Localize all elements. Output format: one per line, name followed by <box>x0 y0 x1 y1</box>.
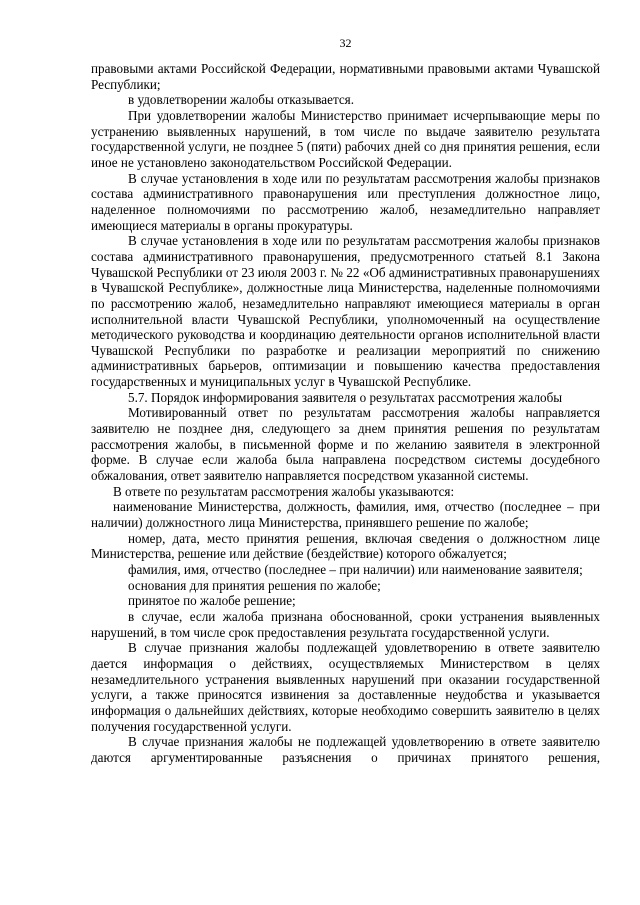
paragraph-prosecution-referral: В случае установления в ходе или по результатам рассмотрения жалобы признаков состава административного правонарушения или преступления должностное лицо, наделенное полномочиями по рассмотрению жалоб, незамедлительно направляет имеющиеся материалы в органы прокуратуры. <box>91 170 600 233</box>
list-item-applicant-name: фамилия, имя, отчество (последнее – при наличии) или наименование заявителя; <box>128 562 583 577</box>
paragraph-satisfied-response-info: В случае признания жалобы подлежащей удовлетворению в ответе заявителю дается информация о действиях, осуществляемых Министерством в целях незамедлительного устранения выявленных нарушений при оказании государственной услуги, а также приносятся извинения за доставленные неудобства и указывается информация о дальнейших действиях, которые необходимо совершить заявителю в целях получения государственной услуги. <box>91 640 600 734</box>
list-item-decision-grounds: основания для принятия решения по жалобе; <box>128 577 381 593</box>
paragraph-response-contents-intro: В ответе по результатам рассмотрения жалобы указываются: <box>113 483 455 499</box>
paragraph-unsatisfied-response-info: В случае признания жалобы не подлежащей удовлетворению в ответе заявителю даются аргументированные разъяснения о причинах принятого решения, <box>91 734 600 765</box>
paragraph-reasoned-response: Мотивированный ответ по результатам рассмотрения жалобы направляется заявителю не позднее дня, следующего за днем принятия решения по результатам рассмотрения жалобы, в письменной форме и по желанию заявителя в электронной форме. В случае если жалоба была направлена посредством системы досудебного обжалования, ответ заявителю направляется посредством указанной системы. <box>91 405 600 484</box>
paragraph-article-8-1-referral: В случае установления в ходе или по результатам рассмотрения жалобы признаков состава административного правонарушения, предусмотренного статьей 8.1 Закона Чувашской Республики от 23 июля 2003 г. № 22 «Об административных правонарушениях в Чувашской Республике», должностные лица Министерства, наделенные полномочиями по рассмотрению жалоб, незамедлительно направляют имеющиеся материалы в орган исполнительной власти Чувашской Республики, уполномоченный на осуществление методического руководства и координацию деятельности органов исполнительной власти Чувашской Республики по разработке и реализации мероприятий по снижению административных барьеров, оптимизации и повышению качества предоставления государственных и муниципальных услуг в Чувашской Республике. <box>91 233 600 390</box>
paragraph-complaint-rejected: в удовлетворении жалобы отказывается. <box>128 92 355 108</box>
list-item-ministry-official: наименование Министерства, должность, фамилия, имя, отчество (последнее – при наличии) должностного лица Министерства, принявшего решение по жалобе; <box>91 499 600 531</box>
list-item-elimination-deadlines: в случае, если жалоба признана обоснованной, сроки устранения выявленных нарушений, в том числе срок предоставления результата государственной услуги. <box>91 608 600 640</box>
paragraph-complaint-satisfied-measures: При удовлетворении жалобы Министерство принимает исчерпывающие меры по устранению выявленных нарушений, в том числе по выдаче заявителю результата государственной услуги, не позднее 5 (пяти) рабочих дней со дня принятия решения, если иное не установлено законодательством Российской Федерации. <box>91 107 600 170</box>
page-number: 32 <box>339 36 352 50</box>
list-item-decision-taken: принятое по жалобе решение; <box>128 593 296 609</box>
list-item-decision-details: номер, дата, место принятия решения, включая сведения о должностном лице Министерства, решение или действие (бездействие) которого обжалуется; <box>91 530 600 562</box>
section-heading-5-7: 5.7. Порядок информирования заявителя о результатах рассмотрения жалобы <box>128 389 563 405</box>
paragraph-legal-acts-continuation: правовыми актами Российской Федерации, нормативными правовыми актами Чувашской Республики; <box>91 61 600 92</box>
